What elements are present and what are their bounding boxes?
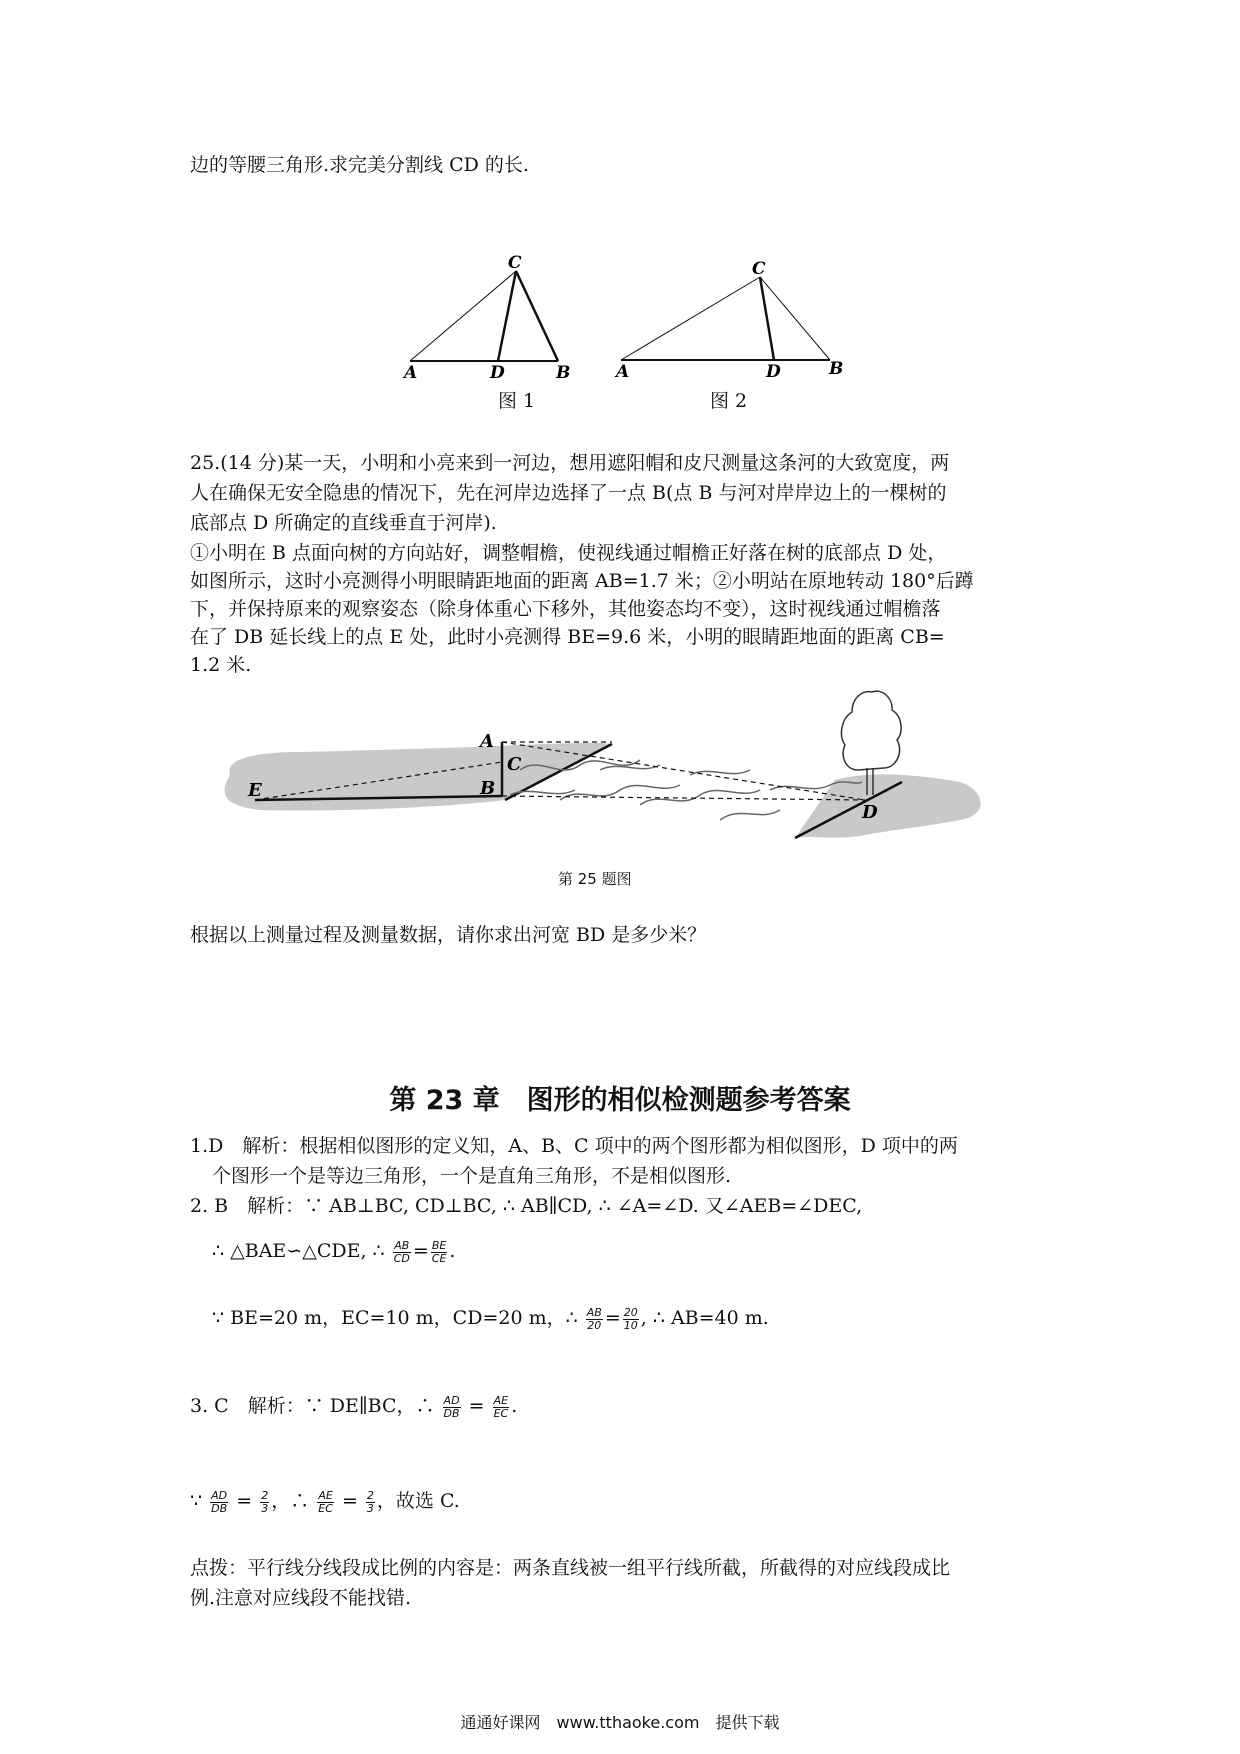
fraction-be-ce [431,1240,448,1265]
river-label-a: A [480,731,494,752]
answer-2-line-1: 2. B 解析：∵ AB⊥BC, CD⊥BC, ∴ AB∥CD, ∴ ∠A=∠D. 又∠AEB=∠DEC, [190,1195,863,1217]
river-label-d: D [862,802,878,823]
fraction-numerator: 20 [623,1305,638,1319]
fraction-ae-ec [317,1490,334,1515]
answer-2-line-2-text: ∴ △BAE∽△CDE, ∴ [212,1240,385,1262]
fraction-ab-cd [393,1240,411,1265]
fig2-label-c: C [752,259,766,279]
fraction-numerator: AD [443,1393,460,1407]
q25-line-3: 底部点 D 所确定的直线垂直于河岸). [190,512,497,534]
therefore-text: ，∴ [271,1490,310,1512]
fraction-ad-db [443,1395,461,1420]
q25-line-7: 在了 DB 延长线上的点 E 处，此时小亮测得 BE=9.6 米，小明的眼睛距地面的距离 CB= [190,626,945,648]
fraction-denominator: DB [211,1501,228,1515]
fraction-denominator: CD [393,1251,410,1265]
q25-line-6: 下，并保持原来的观察姿态（除身体重心下移外，其他姿态均不变），这时视线通过帽檐落 [190,598,941,620]
q25-line-5: 如图所示，这时小亮测得小明眼睛距地面的距离 AB=1.7 米；②小明站在原地转动 180°后蹲 [190,570,974,592]
fraction-numerator: AD [211,1488,228,1502]
period: . [511,1395,518,1417]
tip-line-1: 点拨：平行线分线段成比例的内容是：两条直线被一组平行线所截，所截得的对应线段成比 [190,1557,951,1579]
q25-line-1: 25.(14 分)某一天，小明和小亮来到一河边，想用遮阳帽和皮尺测量这条河的大致宽度，两 [190,452,950,474]
fig1-caption: 图 1 [498,390,536,412]
fig1-label-b: B [556,363,571,383]
equals-sign: = [341,1490,358,1512]
fraction-numerator: 2 [261,1488,269,1502]
fig2-label-d: D [766,362,781,382]
figure-2 [614,259,843,382]
river-label-b: B [480,778,496,799]
fraction-denominator: EC [493,1406,509,1420]
river-label-c: C [507,754,522,775]
fig2-label-b: B [829,359,844,379]
fraction-2-3 [260,1490,269,1515]
answer-3-line-1-text: 3. C 解析：∵ DE∥BC，∴ [190,1395,435,1417]
fraction-ad-db [210,1490,228,1515]
fraction-denominator: DB [443,1406,460,1420]
equals-sign: = [604,1307,621,1329]
answer-2-line-3-text: ∵ BE=20 m，EC=10 m，CD=20 m，∴ [212,1307,578,1329]
fig1-label-d: D [490,363,505,383]
answer-1-line-1: 1.D 解析：根据相似图形的定义知，A、B、C 项中的两个图形都为相似图形，D 项中的两 [190,1135,958,1157]
answer-2-line-2 [212,1238,455,1265]
fraction-ae-ec [493,1395,510,1420]
fig2-label-a: A [616,362,630,382]
segment-bd [502,796,865,800]
fraction-numerator: AB [394,1238,410,1252]
fraction-numerator: AE [318,1488,333,1502]
fraction-denominator: 20 [587,1318,602,1332]
fraction-denominator: EC [318,1501,333,1515]
figure-1 [402,253,570,383]
fraction-denominator: 3 [261,1501,269,1515]
tip-line-2: 例.注意对应线段不能找错. [190,1587,412,1609]
fraction-numerator: AB [586,1305,602,1319]
triangle-figures [0,0,1240,420]
q25-line-2: 人在确保无安全隐患的情况下，先在河岸边选择了一点 B(点 B 与河对岸岸边上的一棵树的 [190,482,947,504]
fraction-numerator: 2 [366,1488,374,1502]
answer-2-line-3 [212,1305,769,1332]
equals-sign: = [412,1240,429,1262]
answers-title: 第 23 章 图形的相似检测题参考答案 [389,1085,851,1116]
fraction-ab-20 [586,1307,603,1332]
river-figure [0,680,1240,880]
fig2-caption: 图 2 [710,390,748,412]
equals-sign: = [468,1395,485,1417]
river-figure-caption: 第 25 题图 [558,870,632,888]
because-symbol: ∵ [190,1490,203,1512]
answer-2-line-3-tail: , ∴ AB=40 m. [640,1307,769,1329]
fig1-label-a: A [404,363,418,383]
fraction-2-3 [366,1490,375,1515]
answer-1-line-2: 个图形一个是等边三角形，一个是直角三角形，不是相似图形. [212,1165,732,1187]
page-footer: 通通好课网 www.tthaoke.com 提供下载 [460,1713,780,1732]
fraction-denominator: 3 [366,1501,374,1515]
period: . [449,1240,456,1262]
fig1-label-c: C [508,253,522,273]
q25-line-8: 1.2 米. [190,654,252,676]
fraction-numerator: BE [431,1238,447,1252]
river-label-e: E [248,780,262,801]
fraction-numerator: AE [493,1393,509,1407]
far-bank-shape [795,774,981,838]
answer-3-line-2 [190,1488,460,1515]
fraction-20-10 [623,1307,639,1332]
q25-line-4: ①小明在 B 点面向树的方向站好，调整帽檐，使视线通过帽檐正好落在树的底部点 D 处， [190,542,947,564]
intro-line: 边的等腰三角形.求完美分割线 CD 的长. [190,154,529,176]
fraction-denominator: CE [431,1251,447,1265]
fraction-denominator: 10 [623,1318,638,1332]
q25-question: 根据以上测量过程及测量数据，请你求出河宽 BD 是多少米？ [190,924,707,946]
answer-3-conclusion: ，故选 C. [376,1490,460,1512]
answer-3-line-1 [190,1393,517,1420]
equals-sign: = [236,1490,253,1512]
